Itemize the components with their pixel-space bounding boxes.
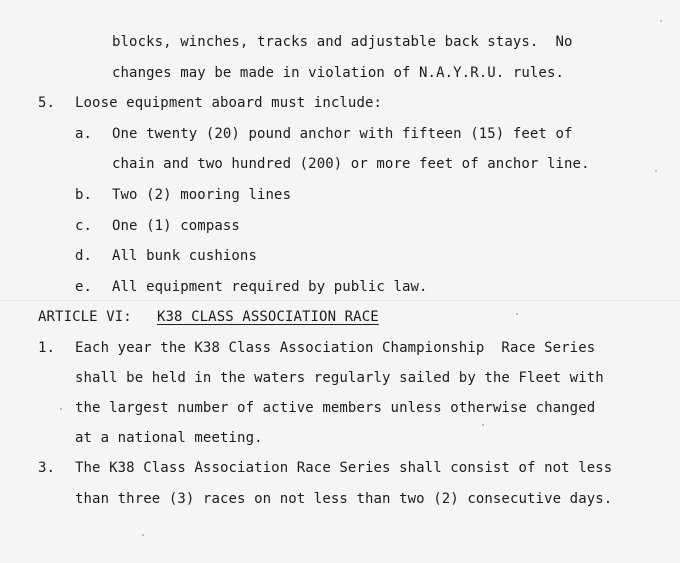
paragraph-text: than three (3) races on not less than two (2) consecutive days. xyxy=(75,491,613,507)
paragraph-text: at a national meeting. xyxy=(75,430,263,446)
subitem-text: chain and two hundred (200) or more feet of anchor line. xyxy=(112,156,590,172)
paper-fold-line xyxy=(0,300,680,301)
subitem-letter: e. xyxy=(75,279,93,295)
text-line: changes may be made in violation of N.A.Y.R.U. rules. xyxy=(112,65,565,81)
paragraph-text: the largest number of active members unless otherwise changed xyxy=(75,400,596,416)
subitem-letter: d. xyxy=(75,248,93,264)
subitem-text: All equipment required by public law. xyxy=(112,279,428,295)
item-text: Loose equipment aboard must include: xyxy=(75,95,383,111)
subitem-text: One twenty (20) pound anchor with fifteen (15) feet of xyxy=(112,126,573,142)
subitem-letter: b. xyxy=(75,187,93,203)
subitem-text: All bunk cushions xyxy=(112,248,257,264)
item-number: 5. xyxy=(38,95,56,111)
paper-speck xyxy=(660,20,662,22)
text-line: blocks, winches, tracks and adjustable back stays. No xyxy=(112,34,573,50)
subitem-text: Two (2) mooring lines xyxy=(112,187,292,203)
paper-speck xyxy=(655,170,657,172)
paper-speck xyxy=(60,408,62,410)
subitem-text: One (1) compass xyxy=(112,218,240,234)
subitem-letter: a. xyxy=(75,126,93,142)
subitem-letter: c. xyxy=(75,218,93,234)
paragraph-text: shall be held in the waters regularly sailed by the Fleet with xyxy=(75,370,604,386)
paragraph-text: Each year the K38 Class Association Championship Race Series xyxy=(75,340,596,356)
paper-speck xyxy=(516,313,518,315)
paragraph-number: 1. xyxy=(38,340,56,356)
paragraph-text: The K38 Class Association Race Series shall consist of not less xyxy=(75,460,613,476)
article-title: K38 CLASS ASSOCIATION RACE xyxy=(157,309,379,325)
paper-speck xyxy=(482,424,484,426)
paper-speck xyxy=(142,534,144,536)
article-label: ARTICLE VI: xyxy=(38,309,132,325)
paragraph-number: 3. xyxy=(38,460,56,476)
